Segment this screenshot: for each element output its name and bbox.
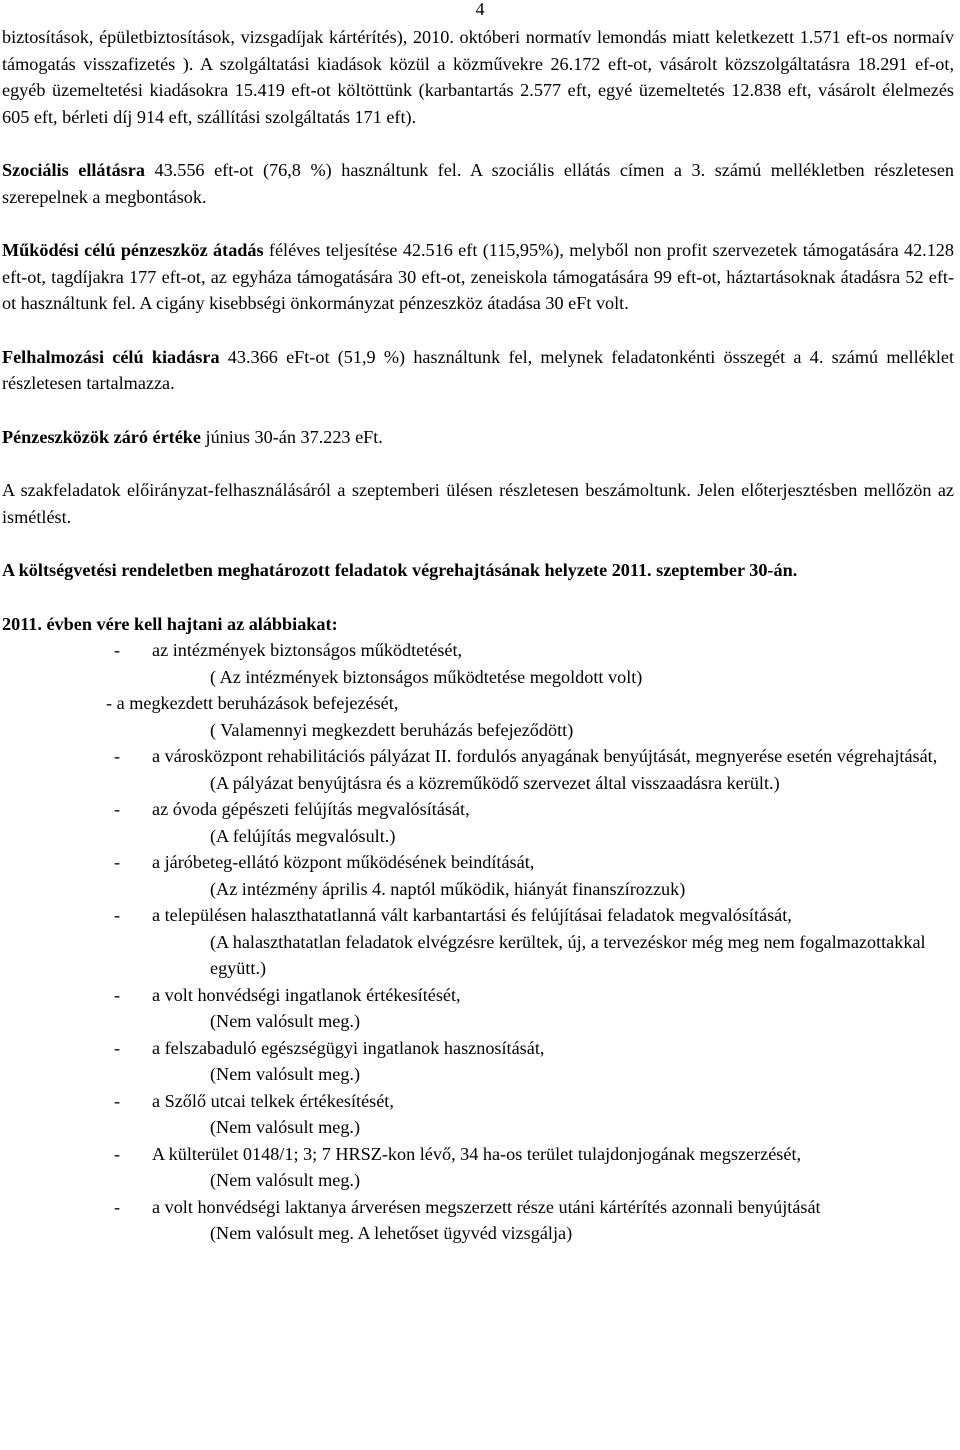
page-number: 4 [475, 0, 485, 19]
task-list-item [2, 637, 954, 664]
closing-balance-paragraph [2, 424, 954, 451]
task-text: az intézmények biztonságos működtetését, [152, 640, 463, 660]
list-dash: - [114, 1090, 121, 1111]
tasks-heading-text: 2011. évben vére kell hajtani az alábbiakat: [2, 613, 338, 634]
status-heading-text: A költségvetési rendeletben meghatározott feladatok végrehajtásának helyzete 2011. szeptember 30-án. [2, 560, 798, 580]
task-status-note: (Nem valósult meg.) [210, 1011, 361, 1031]
list-dash: - [114, 1143, 121, 1164]
task-text: az óvoda gépészeti felújítás megvalósítását, [152, 799, 470, 819]
task-status-note: ( Az intézmények biztonságos működtetése megoldott volt) [210, 666, 643, 687]
task-list-item [2, 849, 954, 876]
task-list-item [2, 743, 954, 770]
task-list-item [2, 690, 954, 717]
list-dash: - [114, 984, 121, 1005]
list-dash: - [114, 799, 121, 819]
list-dash: - [106, 693, 117, 713]
task-list-item [2, 982, 954, 1009]
list-dash: - [114, 905, 121, 925]
operating-transfer-text: féléves teljesítése 42.516 eft (115,95%), melyből non profit szervezetek támogatására 42.128 eft-ot, tagdíjakra 177 eft-ot, az egyháza támogatására 30 eft-ot, zeneiskola támogatására 99 eft-ot, háztartásoknak átadásra 52 eft-ot használtunk fel. A cigány kisebbségi önkormányzat pénzeszköz átadása 30 eFt volt. [2, 240, 954, 313]
document-body [2, 24, 954, 1247]
closing-balance-text: június 30-án 37.223 eFt. [200, 426, 383, 447]
task-list-item [2, 1035, 954, 1062]
task-text: a városközpont rehabilitációs pályázat II. fordulós anyagának benyújtását, megnyerése esetén végrehajtását, [152, 746, 938, 766]
list-dash: - [114, 640, 121, 660]
task-text: a járóbeteg-ellátó központ működésének beindítását, [152, 852, 535, 872]
operating-transfer-heading: Működési célú pénzeszköz átadás [2, 240, 264, 260]
capital-expenditure-heading: Felhalmozási célú kiadásra [2, 346, 220, 367]
task-text: a felszabaduló egészségügyi ingatlanok hasznosítását, [152, 1037, 545, 1058]
task-status-note: (A pályázat benyújtásra és a közreműködő szervezet által visszaadásra került.) [210, 772, 780, 793]
task-list-item [2, 902, 954, 929]
task-status-note: (Nem valósult meg. A lehetőset ügyvéd vizsgálja) [210, 1223, 573, 1243]
list-dash: - [114, 746, 121, 766]
task-status-note: (Nem valósult meg.) [210, 1064, 361, 1084]
task-list-item [2, 796, 954, 823]
task-text: a volt honvédségi laktanya árverésen megszerzett része utáni kártérítés azonnali benyújtását [152, 1196, 821, 1217]
social-text: 43.556 eft-ot (76,8 %) használtunk fel. A szociális ellátás címen a 3. számú mellékletben részletesen szerepelnek a megbontások. [2, 160, 954, 207]
task-list-item [2, 1088, 954, 1115]
capital-expenditure-text: 43.366 eFt-ot (51,9 %) használtunk fel, melynek feladatonkénti összegét a 4. számú melléklet részletesen tartalmazza. [2, 346, 954, 393]
tasks-heading [2, 611, 954, 638]
social-paragraph [2, 157, 954, 210]
task-text: a Szőlő utcai telkek értékesítését, [152, 1090, 394, 1111]
task-list [2, 637, 954, 1247]
task-status-note: (A felújítás megvalósult.) [210, 825, 396, 846]
social-heading: Szociális ellátásra [2, 160, 145, 180]
operating-transfer-paragraph [2, 237, 954, 317]
task-usage-paragraph: A szakfeladatok előirányzat-felhasználásáról a szeptemberi ülésen részletesen beszámoltunk. Jelen előterjesztésben mellőzön az ismétlést. [2, 480, 954, 527]
capital-expenditure-paragraph [2, 344, 954, 397]
task-status-note: (Nem valósult meg.) [210, 1170, 361, 1190]
task-status-note: ( Valamennyi megkezdett beruházás befejeződött) [210, 719, 574, 740]
task-status-note: (A halaszthatatlan feladatok elvégzésre kerültek, új, a tervezéskor még meg nem fogalmazottakkal együtt.) [210, 931, 926, 978]
closing-balance-heading: Pénzeszközök záró értéke [2, 426, 201, 447]
status-heading [2, 557, 954, 584]
task-status-note: (Az intézmény április 4. naptól működik, hiányát finanszírozzuk) [210, 878, 686, 899]
task-text: A külterület 0148/1; 3; 7 HRSZ-kon lévő, 34 ha-os terület tulajdonjogának megszerzését, [152, 1143, 802, 1164]
list-dash: - [114, 1037, 121, 1058]
task-text: a megkezdett beruházások befejezését, [116, 693, 399, 713]
task-list-item [2, 1141, 954, 1168]
list-dash: - [114, 1196, 121, 1217]
task-status-note: (Nem valósult meg.) [210, 1117, 361, 1137]
task-text: a településen halaszthatatlanná vált karbantartási és felújításai feladatok megvalósítását, [152, 905, 792, 925]
intro-paragraph: biztosítások, épületbiztosítások, vizsgadíjak kártérítés), 2010. októberi normatív lemondás miatt keletkezett 1.571 eft-os normaív támogatás visszafizetés ). A szolgáltatási kiadások közül a közművekre 26.172 eft-ot, vásárolt közszolgáltatásra 18.291 ef-ot, egyéb üzemeltetési kiadásokra 15.419 eft-ot költöttünk (karbantartás 2.577 eft, egyé üzemeltetés 12.838 eft, vásárolt élelmezés 605 eft, bérleti díj 914 eft, szállítási szolgáltatás 171 eft). [2, 27, 954, 127]
task-text: a volt honvédségi ingatlanok értékesítését, [152, 984, 461, 1005]
list-dash: - [114, 852, 121, 872]
task-list-item [2, 1194, 954, 1221]
